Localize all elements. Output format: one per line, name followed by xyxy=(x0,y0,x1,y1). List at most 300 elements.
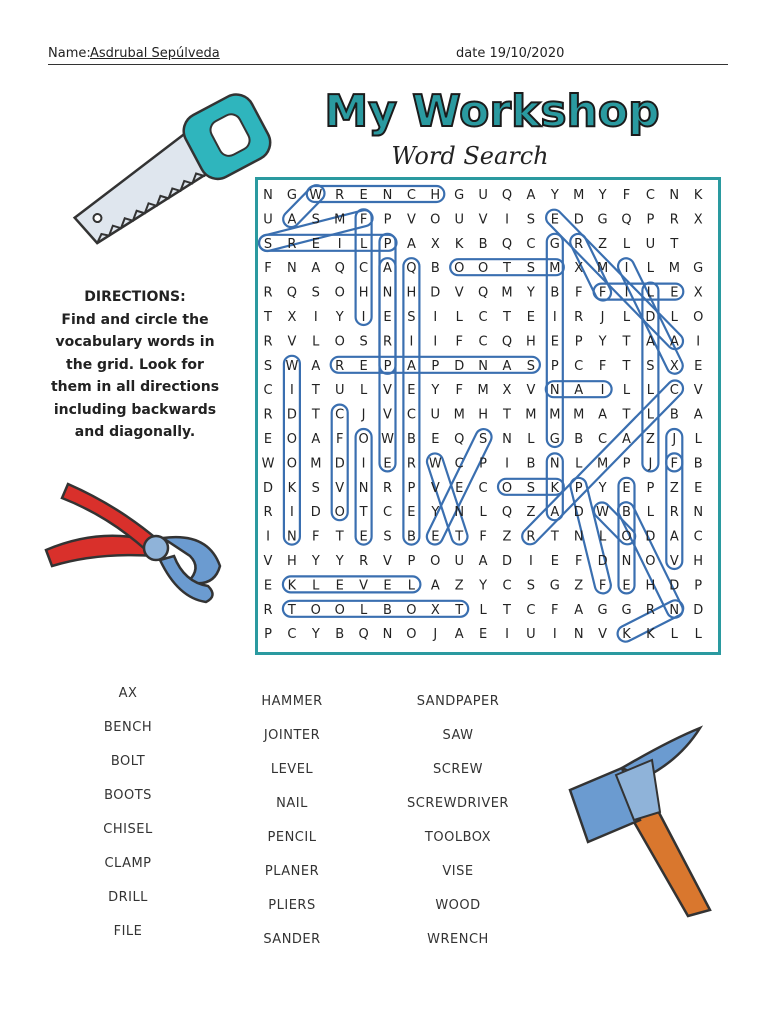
grid-letter: Y xyxy=(335,310,344,325)
grid-letter: V xyxy=(406,212,416,228)
grid-letter: L xyxy=(312,334,320,350)
grid-letter: L xyxy=(575,456,583,472)
grid-letter: X xyxy=(502,383,512,399)
grid-letter: Y xyxy=(479,578,488,594)
grid-letter: H xyxy=(693,554,704,569)
grid-letter: S xyxy=(311,480,320,496)
page-title xyxy=(312,80,672,140)
grid-letter: A xyxy=(574,602,584,618)
directions xyxy=(40,286,230,444)
grid-letter: B xyxy=(430,261,440,277)
word-item: PLIERS xyxy=(268,898,316,913)
grid-letter: B xyxy=(406,529,416,545)
grid-letter: B xyxy=(406,432,416,447)
grid-letter: H xyxy=(287,554,297,569)
grid-letter: Q xyxy=(501,334,513,350)
grid-letter: R xyxy=(335,358,345,374)
grid-letter: D xyxy=(645,310,656,325)
word-item: JOINTER xyxy=(263,728,321,743)
grid-letter: V xyxy=(383,407,392,423)
grid-letter: L xyxy=(622,236,631,252)
grid-letter: L xyxy=(455,310,463,325)
grid-letter: B xyxy=(335,627,345,643)
grid-letter: O xyxy=(286,432,298,447)
grid-letter: N xyxy=(549,456,560,472)
grid-letter: E xyxy=(263,432,273,447)
grid-letter: G xyxy=(597,602,608,618)
grid-letter: N xyxy=(382,285,393,301)
grid-letter: M xyxy=(549,261,561,277)
grid-letter: L xyxy=(646,505,655,521)
directions-line: the grid. Look for xyxy=(66,356,204,373)
grid-letter: C xyxy=(478,480,488,496)
grid-letter: G xyxy=(549,236,560,252)
grid-letter: E xyxy=(407,383,416,399)
grid-letter: Q xyxy=(501,505,513,521)
name-label: Name: xyxy=(48,46,91,61)
grid-letter: N xyxy=(478,358,488,374)
word-item: SANDPAPER xyxy=(416,694,500,709)
grid-letter: O xyxy=(430,212,441,228)
grid-letter: D xyxy=(334,456,345,472)
grid-letter: E xyxy=(383,310,392,325)
grid-letter: L xyxy=(694,627,702,643)
grid-letter: R xyxy=(669,505,679,521)
answer-circle xyxy=(283,576,421,592)
grid-letter: I xyxy=(528,554,533,569)
grid-letter: H xyxy=(478,407,488,423)
grid-letter: D xyxy=(501,554,513,569)
grid-letter: I xyxy=(552,310,557,325)
grid-letter: R xyxy=(645,602,655,618)
grid-letter: N xyxy=(549,383,560,399)
grid-letter: T xyxy=(335,529,344,545)
grid-letter: L xyxy=(670,627,678,643)
grid-letter: P xyxy=(383,358,392,374)
grid-letter: C xyxy=(645,188,655,203)
grid-letter: I xyxy=(505,212,509,228)
grid-letter: K xyxy=(693,188,703,203)
grid-letter: X xyxy=(287,310,297,325)
grid-letter: U xyxy=(263,212,273,228)
grid-letter: U xyxy=(526,627,536,643)
grid-letter: F xyxy=(598,358,607,374)
grid-letter: M xyxy=(334,212,346,228)
grid-letter: I xyxy=(600,383,605,399)
grid-letter: A xyxy=(478,554,488,569)
grid-letter: L xyxy=(479,602,487,618)
grid-letter: D xyxy=(573,212,584,228)
grid-letter: V xyxy=(598,627,608,643)
grid-letter: L xyxy=(359,236,368,252)
grid-letter: J xyxy=(361,407,366,423)
grid-letter: Y xyxy=(598,334,607,350)
grid-letter: V xyxy=(430,480,440,496)
grid-letter: F xyxy=(264,261,272,277)
grid-letter: A xyxy=(311,358,321,374)
grid-letter: T xyxy=(550,529,559,545)
grid-letter: S xyxy=(263,236,273,252)
grid-letter: Q xyxy=(477,285,489,301)
grid-letter: E xyxy=(311,236,320,252)
grid-letter: Y xyxy=(311,554,320,569)
grid-letter: D xyxy=(693,602,704,618)
grid-letter: P xyxy=(479,456,488,472)
grid-letter: Z xyxy=(598,236,608,252)
grid-letter: F xyxy=(455,383,463,399)
grid-letter: Q xyxy=(621,212,632,228)
grid-letter: Q xyxy=(454,432,465,447)
grid-letter: C xyxy=(335,407,345,423)
grid-letter: O xyxy=(334,505,345,521)
answer-circle xyxy=(307,186,445,202)
grid-letter: A xyxy=(622,432,631,447)
grid-letter: K xyxy=(622,627,631,643)
grid-letter: V xyxy=(526,383,536,399)
grid-letter: A xyxy=(526,188,536,203)
grid-letter: P xyxy=(646,212,655,228)
word-item: FILE xyxy=(113,924,143,939)
grid-letter: I xyxy=(624,261,629,277)
grid-letter: S xyxy=(526,480,536,496)
grid-letter: Y xyxy=(550,188,559,203)
grid-letter: O xyxy=(693,310,704,325)
grid-letter: G xyxy=(454,188,465,203)
grid-letter: J xyxy=(672,432,677,447)
grid-letter: F xyxy=(574,285,583,301)
saw-illustration xyxy=(50,74,280,249)
grid-letter: M xyxy=(477,383,489,399)
grid-letter: K xyxy=(454,236,464,252)
grid-letter: E xyxy=(335,578,344,594)
grid-letter: S xyxy=(526,261,536,277)
grid-letter: U xyxy=(430,407,441,423)
grid-letter: R xyxy=(406,456,416,472)
grid-letter: T xyxy=(264,310,272,325)
grid-letter: A xyxy=(693,407,703,423)
grid-letter: F xyxy=(574,554,583,569)
grid-letter: H xyxy=(406,285,417,301)
grid-letter: P xyxy=(264,627,272,643)
grid-letter: T xyxy=(503,602,511,618)
grid-letter: N xyxy=(287,529,297,545)
grid-letter: N xyxy=(358,480,369,496)
grid-letter: T xyxy=(670,236,679,252)
grid-letter: E xyxy=(407,505,416,521)
grid-letter: W xyxy=(309,188,323,203)
grid-letter: A xyxy=(311,261,321,277)
grid-letter: M xyxy=(501,285,513,301)
grid-letter: Y xyxy=(431,505,440,521)
grid-letter: C xyxy=(526,236,536,252)
grid-letter: O xyxy=(454,261,465,277)
grid-letter: K xyxy=(287,578,297,594)
svg-text:My Workshop: My Workshop xyxy=(324,86,660,137)
grid-letter: X xyxy=(669,358,679,374)
grid-letter: D xyxy=(454,358,465,374)
grid-letter: E xyxy=(550,554,559,569)
grid-letter: I xyxy=(337,236,342,252)
grid-letter: C xyxy=(263,383,273,399)
grid-letter: F xyxy=(312,529,320,545)
grid-letter: D xyxy=(597,554,608,569)
grid-letter: V xyxy=(383,383,392,399)
grid-letter: F xyxy=(479,529,487,545)
grid-letter: I xyxy=(624,285,629,301)
grid-letter: X xyxy=(693,285,703,301)
grid-letter: S xyxy=(311,212,320,228)
grid-letter: O xyxy=(501,480,513,496)
grid-letter: N xyxy=(669,602,680,618)
grid-letter: T xyxy=(287,602,296,618)
grid-letter: D xyxy=(310,505,321,521)
pliers-illustration xyxy=(38,470,238,610)
grid-letter: C xyxy=(478,310,488,325)
grid-letter: Q xyxy=(501,188,513,203)
grid-letter: W xyxy=(285,358,299,374)
grid-letter: Z xyxy=(454,578,464,594)
grid-letter: B xyxy=(622,505,631,521)
grid-letter: R xyxy=(526,529,536,545)
grid-letter: U xyxy=(645,236,656,252)
grid-letter: W xyxy=(381,432,394,447)
grid-letter: P xyxy=(383,212,392,228)
grid-letter: E xyxy=(359,529,368,545)
grid-letter: E xyxy=(670,285,679,301)
grid-letter: E xyxy=(622,578,631,594)
grid-letter: Z xyxy=(645,432,655,447)
grid-letter: C xyxy=(693,529,703,545)
subtitle: Word Search xyxy=(391,142,549,170)
grid-letter: A xyxy=(454,627,464,643)
grid-letter: S xyxy=(478,432,488,447)
grid-letter: P xyxy=(646,480,655,496)
word-item: BOLT xyxy=(110,754,146,769)
grid-letter: L xyxy=(312,578,320,594)
grid-letter: R xyxy=(263,407,273,423)
grid-letter: F xyxy=(670,456,679,472)
grid-letter: O xyxy=(621,529,632,545)
grid-letter: Y xyxy=(598,188,607,203)
grid-letter: Y xyxy=(526,285,535,301)
grid-letter: N xyxy=(573,627,584,643)
grid-letter: A xyxy=(406,236,416,252)
grid-letter: N xyxy=(454,505,465,521)
word-item: TOOLBOX xyxy=(424,830,492,845)
grid-letter: T xyxy=(622,407,631,423)
grid-letter: F xyxy=(622,188,631,203)
word-item: BOOTS xyxy=(104,788,152,803)
grid-letter: E xyxy=(383,456,392,472)
grid-letter: D xyxy=(262,480,274,496)
grid-letter: P xyxy=(383,236,392,252)
grid-letter: A xyxy=(311,432,321,447)
grid-letter: M xyxy=(549,407,561,423)
grid-letter: B xyxy=(550,285,560,301)
grid-letter: F xyxy=(598,578,607,594)
grid-letter: M xyxy=(525,407,537,423)
word-item: SAW xyxy=(442,728,474,743)
word-item: NAIL xyxy=(276,796,308,811)
grid-letter: R xyxy=(669,212,679,228)
grid-letter: Z xyxy=(574,578,584,594)
grid-letter: I xyxy=(266,529,270,545)
word-item: CLAMP xyxy=(104,856,152,871)
grid-letter: B xyxy=(383,602,392,618)
word-item: SANDER xyxy=(263,932,321,947)
grid-letter: R xyxy=(382,480,393,496)
grid-letter: O xyxy=(406,627,417,643)
grid-letter: T xyxy=(455,529,464,545)
grid-letter: I xyxy=(505,627,509,643)
grid-letter: R xyxy=(263,505,273,521)
grid-letter: X xyxy=(430,602,440,618)
grid-letter: J xyxy=(433,627,438,643)
date-text: date 19/10/2020 xyxy=(456,46,565,61)
grid-letter: L xyxy=(670,310,678,325)
grid-letter: A xyxy=(502,358,512,374)
header-line xyxy=(48,44,728,65)
grid-letter: V xyxy=(383,554,392,569)
grid-letter: G xyxy=(549,578,560,594)
grid-letter: E xyxy=(359,358,368,374)
grid-letter: C xyxy=(669,383,679,399)
grid-letter: C xyxy=(406,188,416,203)
grid-letter: E xyxy=(694,358,703,374)
word-item: AX xyxy=(118,686,138,701)
grid-letter: A xyxy=(287,212,297,228)
grid-letter: P xyxy=(550,358,559,374)
grid-letter: O xyxy=(430,554,441,569)
grid-letter: O xyxy=(334,285,345,301)
grid-letter: N xyxy=(669,188,680,203)
grid-letter: L xyxy=(598,529,607,545)
grid-letter: G xyxy=(597,212,608,228)
grid-letter: Z xyxy=(502,529,512,545)
grid-letter: K xyxy=(550,480,560,496)
grid-letter: F xyxy=(551,602,559,618)
grid-letter: C xyxy=(502,578,512,594)
word-item: LEVEL xyxy=(270,762,314,777)
grid-letter: C xyxy=(598,432,608,447)
grid-letter: I xyxy=(289,383,294,399)
grid-letter: Z xyxy=(669,480,679,496)
grid-letter: R xyxy=(263,602,273,618)
grid-letter: O xyxy=(358,432,369,447)
grid-letter: M xyxy=(596,261,609,277)
grid-letter: T xyxy=(503,407,511,423)
grid-letter: J xyxy=(600,310,605,325)
grid-letter: K xyxy=(646,627,655,643)
grid-letter: V xyxy=(693,383,703,399)
grid-letter: N xyxy=(502,432,512,447)
grid-letter: R xyxy=(382,334,393,350)
grid-letter: C xyxy=(406,407,416,423)
grid-letter: A xyxy=(574,383,584,399)
grid-letter: A xyxy=(669,529,679,545)
grid-letter: O xyxy=(286,456,298,472)
grid-letter: E xyxy=(478,627,488,643)
grid-letter: C xyxy=(478,334,488,350)
grid-letter: D xyxy=(645,529,656,545)
directions-line: vocabulary words in xyxy=(55,334,215,350)
grid-letter: T xyxy=(311,407,320,423)
grid-letter: B xyxy=(693,456,703,472)
grid-letter: R xyxy=(359,554,369,569)
grid-letter: O xyxy=(406,602,417,618)
grid-letter: S xyxy=(526,358,536,374)
grid-letter: T xyxy=(503,310,511,325)
grid-letter: O xyxy=(334,602,345,618)
directions-heading: DIRECTIONS: xyxy=(84,289,186,305)
grid-letter: W xyxy=(428,456,442,472)
grid-letter: P xyxy=(407,554,416,569)
grid-letter: I xyxy=(289,505,294,521)
grid-letter: L xyxy=(407,578,416,594)
grid-letter: R xyxy=(287,236,297,252)
grid-letter: Q xyxy=(406,261,417,277)
grid-letter: G xyxy=(693,261,704,277)
grid-letter: Y xyxy=(311,627,320,643)
grid-letter: A xyxy=(598,407,608,423)
grid-letter: T xyxy=(311,383,320,399)
grid-letter: C xyxy=(382,505,393,521)
grid-letter: P xyxy=(574,334,583,350)
grid-letter: V xyxy=(359,578,369,594)
grid-letter: I xyxy=(552,627,557,643)
directions-line: them in all directions xyxy=(50,379,220,395)
grid-letter: T xyxy=(622,334,631,350)
grid-letter: I xyxy=(313,310,318,325)
grid-letter: E xyxy=(455,480,464,496)
grid-letter: D xyxy=(669,578,680,594)
grid-letter: S xyxy=(311,285,320,301)
grid-letter: X xyxy=(693,212,703,228)
grid-letter: S xyxy=(646,358,655,374)
grid-letter: A xyxy=(383,261,392,277)
grid-letter: N xyxy=(693,505,704,521)
word-item: BENCH xyxy=(103,720,153,735)
grid-letter: S xyxy=(526,212,536,228)
grid-letter: O xyxy=(310,602,321,618)
grid-letter: E xyxy=(622,480,631,496)
grid-letter: N xyxy=(382,188,393,203)
grid-letter: P xyxy=(431,358,440,374)
grid-letter: Q xyxy=(334,261,345,277)
grid-letter: A xyxy=(645,334,655,350)
word-item: VISE xyxy=(442,864,474,879)
grid-letter: H xyxy=(526,334,536,350)
grid-letter: E xyxy=(694,480,703,496)
grid-letter: L xyxy=(646,407,655,423)
grid-letter: D xyxy=(430,285,441,301)
word-item: PLANER xyxy=(264,864,320,879)
grid-letter: R xyxy=(263,334,273,350)
grid-letter: L xyxy=(479,505,487,521)
grid-letter: O xyxy=(477,261,489,277)
word-item: SCREWDRIVER xyxy=(407,796,509,811)
grid-letter: A xyxy=(430,578,440,594)
grid-letter: I xyxy=(409,334,414,350)
grid-letter: U xyxy=(454,212,464,228)
grid-letter: X xyxy=(574,261,584,277)
grid-letter: G xyxy=(621,602,632,618)
grid-letter: B xyxy=(526,456,536,472)
word-item: PENCIL xyxy=(267,830,317,845)
grid-letter: R xyxy=(335,188,345,203)
grid-letter: I xyxy=(361,456,366,472)
answer-circle xyxy=(403,258,419,544)
